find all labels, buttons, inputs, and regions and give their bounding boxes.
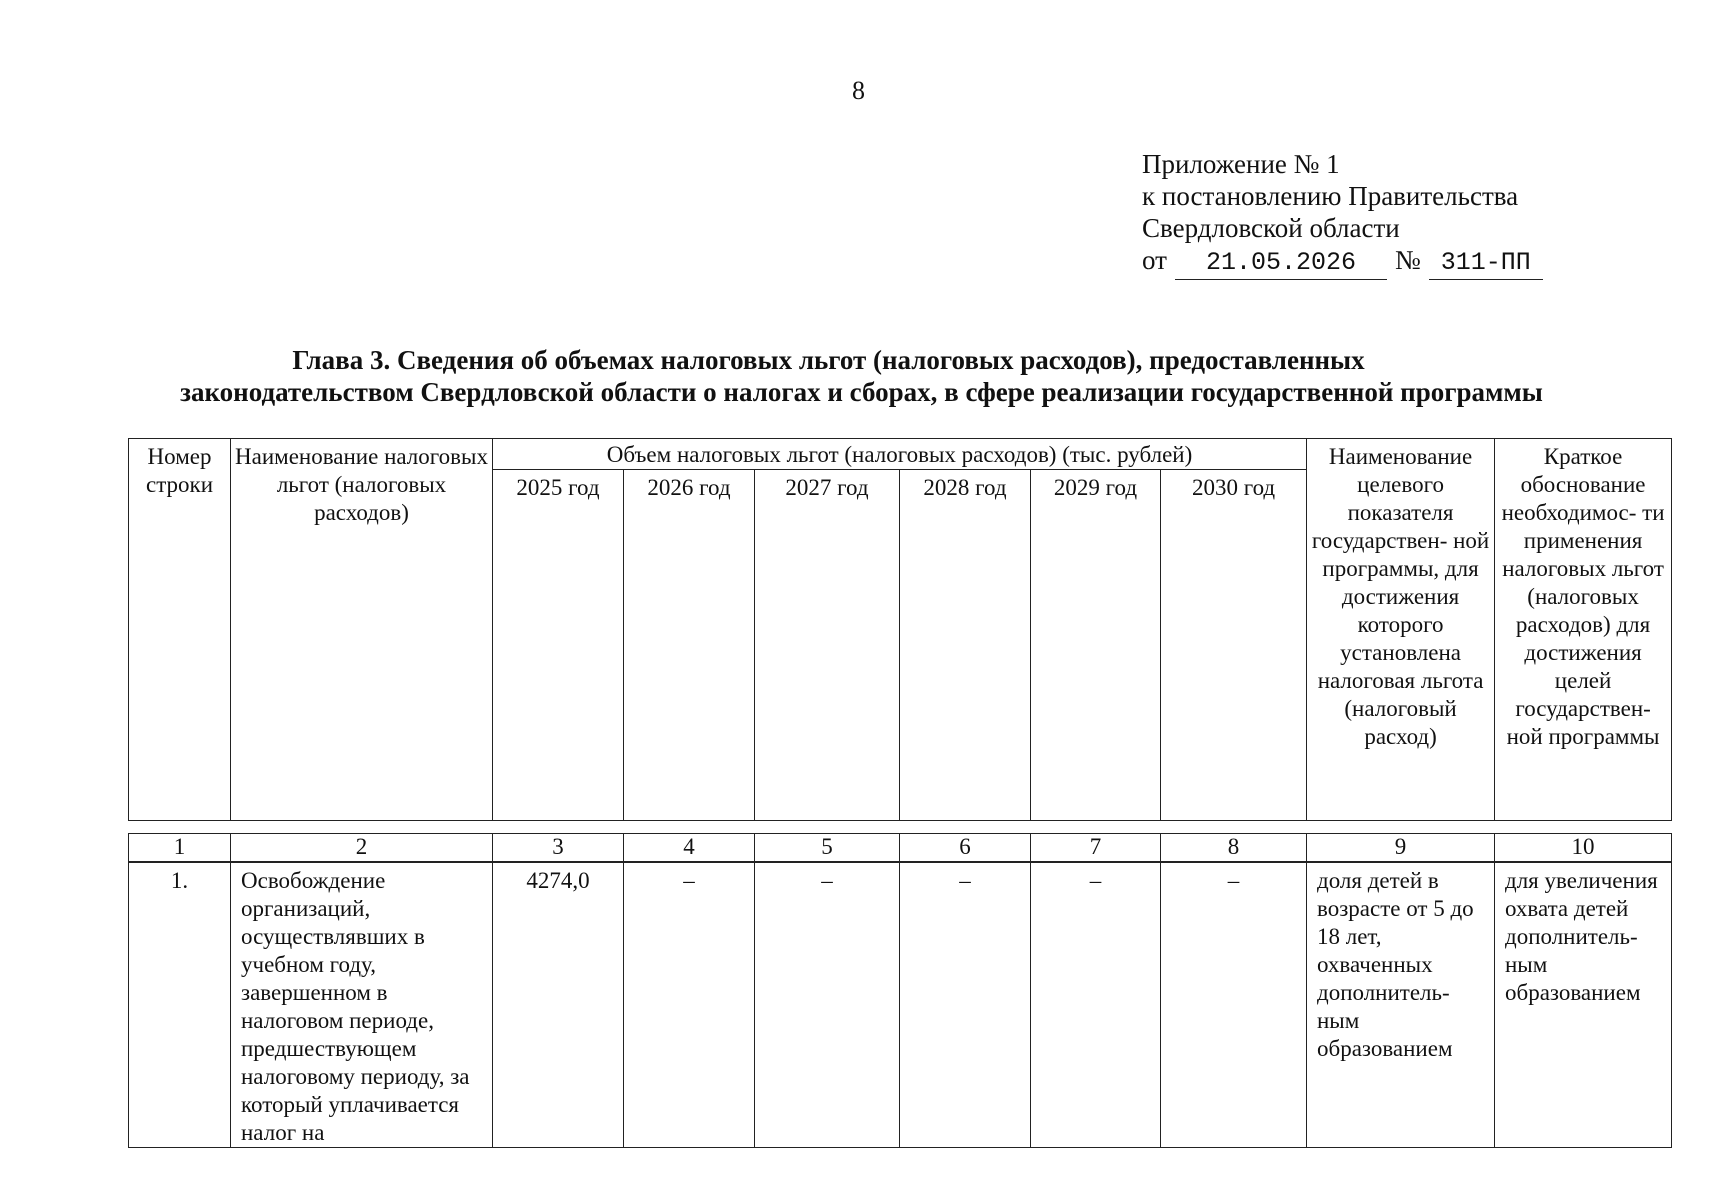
header-year-2028: 2028 год: [900, 470, 1031, 821]
value-2027-cell: –: [755, 863, 900, 1148]
column-number: 6: [900, 834, 1031, 862]
column-number: 2: [231, 834, 493, 862]
header-table: [128, 438, 1672, 821]
header-year-2030: 2030 год: [1161, 470, 1307, 821]
header-year-2029: 2029 год: [1031, 470, 1161, 821]
row-number-cell: 1.: [129, 863, 231, 1148]
from-label: от: [1142, 245, 1167, 275]
value-2025-cell: 4274,0: [493, 863, 624, 1148]
column-number: 1: [129, 834, 231, 862]
header-target-indicator: Наименование целевого показателя государствен- ной программы, для достижения которого установлена налоговая льгота (налоговый расход): [1307, 439, 1495, 821]
header-year-2027: 2027 год: [755, 470, 900, 821]
column-number: 9: [1307, 834, 1495, 862]
header-year-2026: 2026 год: [624, 470, 755, 821]
table-row: [129, 863, 1672, 1148]
column-number: 5: [755, 834, 900, 862]
chapter-heading: [0, 344, 1717, 408]
appendix-line-4: [1142, 244, 1543, 280]
page-number: 8: [852, 76, 865, 105]
benefit-name-cell: Освобождение организаций, осуществлявших в учебном году, завершенном в налоговом периоде, предшествующем налоговому периоду, за который уплачивается налог на: [231, 863, 493, 1148]
header-row-number: Номер строки: [129, 439, 231, 821]
data-table: [128, 862, 1672, 1148]
header-benefit-name: Наименование налоговых льгот (налоговых расходов): [231, 439, 493, 821]
appendix-block: [1142, 148, 1543, 280]
target-indicator-cell: доля детей в возрасте от 5 до 18 лет, охваченных дополнитель- ным образованием: [1307, 863, 1495, 1148]
value-2030-cell: –: [1161, 863, 1307, 1148]
column-number: 4: [624, 834, 755, 862]
column-number: 7: [1031, 834, 1161, 862]
decree-number: 311-ПП: [1429, 247, 1543, 280]
decree-date: 21.05.2026: [1175, 247, 1387, 280]
value-2029-cell: –: [1031, 863, 1161, 1148]
header-volume-group: Объем налоговых льгот (налоговых расходов) (тыс. рублей): [493, 439, 1307, 470]
column-number: 3: [493, 834, 624, 862]
justification-cell: для увеличения охвата детей дополнитель- ным образованием: [1495, 863, 1672, 1148]
header-year-2025: 2025 год: [493, 470, 624, 821]
value-2028-cell: –: [900, 863, 1031, 1148]
chapter-heading-line-1: Глава 3. Сведения об объемах налоговых льгот (налоговых расходов), предоставленных: [292, 345, 1365, 375]
appendix-line-2: к постановлению Правительства: [1142, 181, 1519, 211]
chapter-heading-line-2: законодательством Свердловской области о налогах и сборах, в сфере реализации государственной программы: [180, 377, 1543, 407]
column-numbers-table: [128, 833, 1672, 862]
appendix-line-1: Приложение № 1: [1142, 149, 1340, 179]
column-number: 10: [1495, 834, 1672, 862]
number-label: №: [1394, 245, 1421, 275]
appendix-line-3: Свердловской области: [1142, 213, 1400, 243]
value-2026-cell: –: [624, 863, 755, 1148]
header-justification: Краткое обоснование необходимос- ти применения налоговых льгот (налоговых расходов) для достижения целей государствен- ной программы: [1495, 439, 1672, 821]
column-number: 8: [1161, 834, 1307, 862]
